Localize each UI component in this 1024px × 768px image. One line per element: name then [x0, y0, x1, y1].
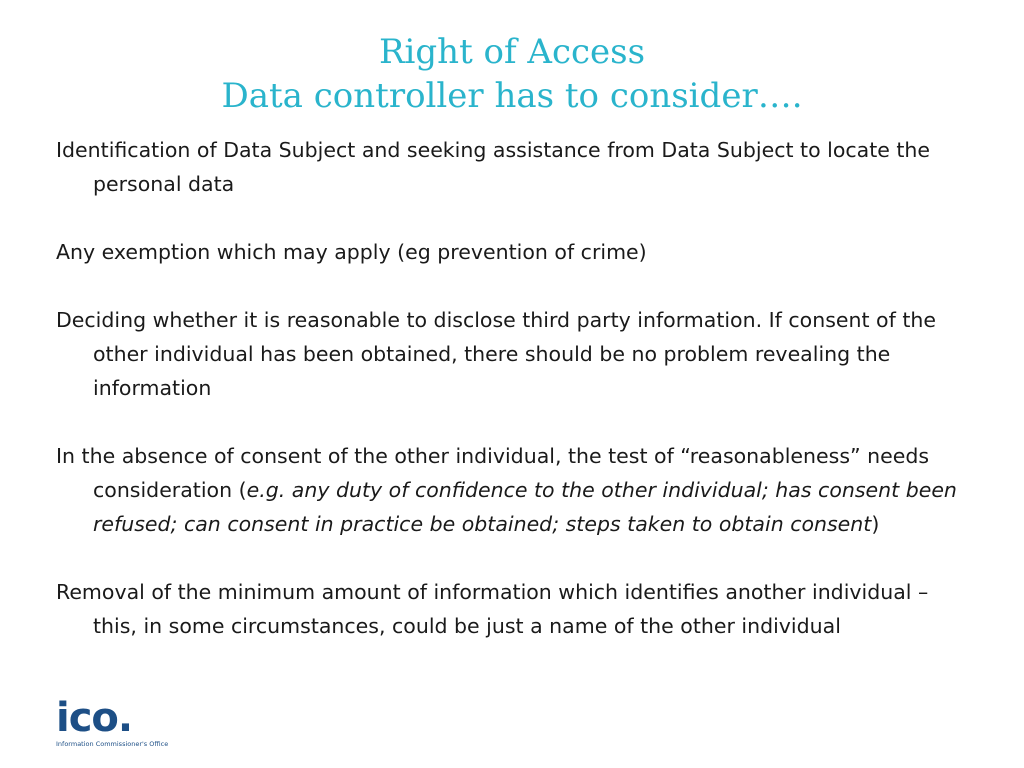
point-minimum-removal: Removal of the minimum amount of information which identifies another individual – this, in some circumstances, could be just a name of the other individual [56, 580, 929, 638]
point-exemption: Any exemption which may apply (eg prevention of crime) [56, 240, 647, 264]
point-identification: Identification of Data Subject and seeking assistance from Data Subject to locate the personal data [56, 138, 931, 196]
ico-logo-mark: ico. [56, 695, 133, 741]
point-reasonableness-examples: e.g. any duty of confidence to the other individual; has consent been refused; can consent in practice be obtained; steps taken to obtain consent [93, 478, 957, 536]
slide-title-line-1: Right of Access [378, 32, 646, 72]
ico-logo-subtitle: Information Commissioner's Office [56, 740, 169, 748]
ico-logo [56, 695, 169, 754]
slide-title [0, 30, 1024, 118]
slide-body [56, 133, 966, 643]
point-third-party-disclosure: Deciding whether it is reasonable to disclose third party information. If consent of the other individual has been obtained, there should be no problem revealing the information [56, 308, 936, 400]
point-reasonableness-close: ) [871, 512, 880, 536]
slide-title-line-2: Data controller has to consider…. [221, 76, 803, 116]
point-reasonableness-test [56, 439, 966, 541]
point-reasonableness-text: In the absence of consent of the other individual, the test of “reasonableness” needs consideration ( [56, 444, 930, 502]
